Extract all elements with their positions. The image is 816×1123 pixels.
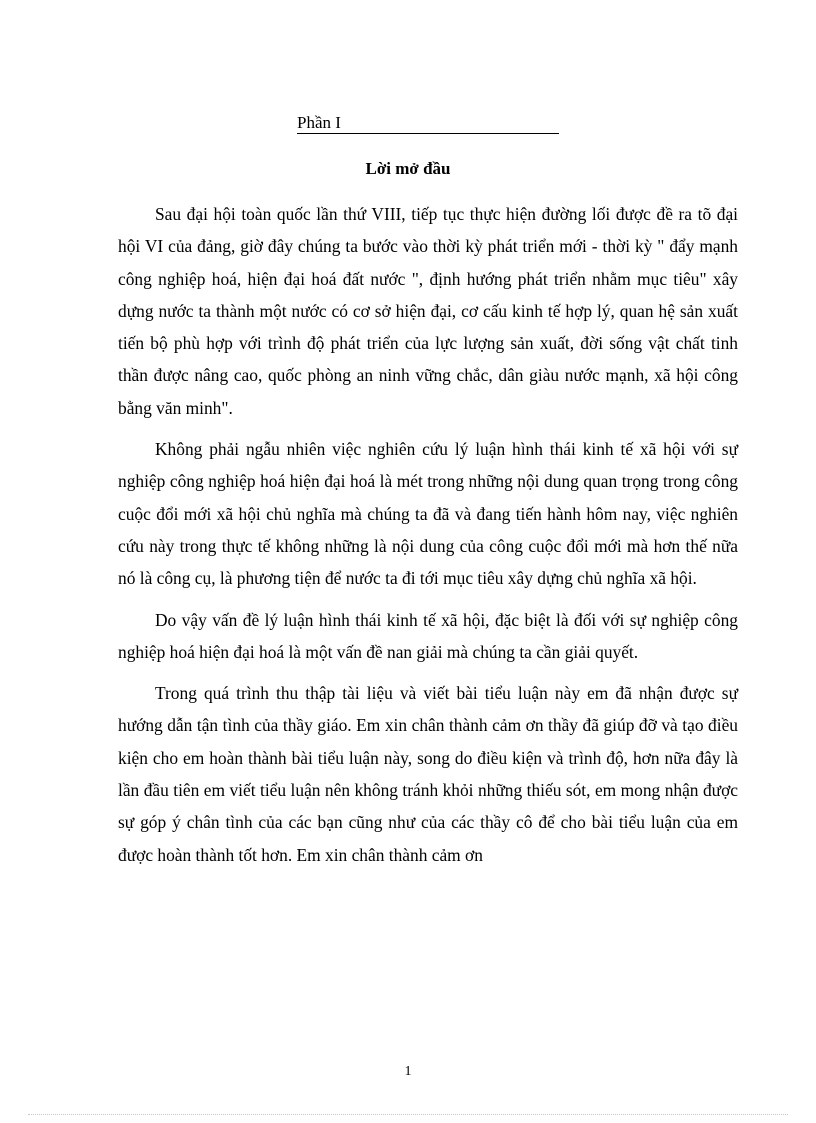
- section-title: Lời mở đầu: [365, 159, 451, 178]
- paragraph: Sau đại hội toàn quốc lần thứ VIII, tiếp tục thực hiện đường lối được đề ra tõ đại hội VI của đảng, giờ đây chúng ta bước vào thời kỳ phát triển mới - thời kỳ " đẩy mạnh công nghiệp hoá, hiện đại hoá đất nước ", định hướng phát triển nhằm mục tiêu" xây dựng nước ta thành một nước có cơ sở hiện đại, cơ cấu kinh tế hợp lý, quan hệ sản xuất tiến bộ phù hợp với trình độ phát triển của lực lượng sản xuất, đời sống vật chất tinh thần được nâng cao, quốc phòng an ninh vững chắc, dân giàu nước mạnh, xã hội công bằng văn minh".: [118, 204, 738, 418]
- part-heading: [297, 113, 559, 134]
- part-label: Phần I: [297, 113, 341, 132]
- paragraph: Do vậy vấn đề lý luận hình thái kinh tế xã hội, đặc biệt là đối với sự nghiệp công nghiệp hoá hiện đại hoá là một vấn đề nan giải mà chúng ta cần giải quyết.: [118, 609, 738, 662]
- paragraph: Trong quá trình thu thập tài liệu và viết bài tiểu luận này em đã nhận được sự hướng dẫn tận tình của thầy giáo. Em xin chân thành cảm ơn thầy đã giúp đỡ và tạo điều kiện cho em hoàn thành bài tiểu luận này, song do điều kiện và trình độ, hơn nữa đây là lần đầu tiên em viết tiểu luận nên không tránh khỏi những thiếu sót, em mong nhận được sự góp ý chân tình của các bạn cũng như của các thầy cô để cho bài tiểu luận của em được hoàn thành tốt hơn. Em xin chân thành cảm ơn: [118, 683, 738, 865]
- body-text: [118, 198, 738, 880]
- footer-divider: [28, 1114, 788, 1115]
- paragraph: Không phải ngẫu nhiên việc nghiên cứu lý luận hình thái kinh tế xã hội với sự nghiệp công nghiệp hoá hiện đại hoá là mét trong những nội dung quan trọng trong công cuộc đổi mới xã hội chủ nghĩa mà chúng ta đã và đang tiến hành hôm nay, việc nghiên cứu này trong thực tế không những là nội dung của công cuộc đổi mới mà hơn thế nữa nó là công cụ, là phương tiện để nước ta đi tới mục tiêu xây dựng chủ nghĩa xã hội.: [118, 439, 738, 589]
- page-number: 1: [404, 1064, 412, 1079]
